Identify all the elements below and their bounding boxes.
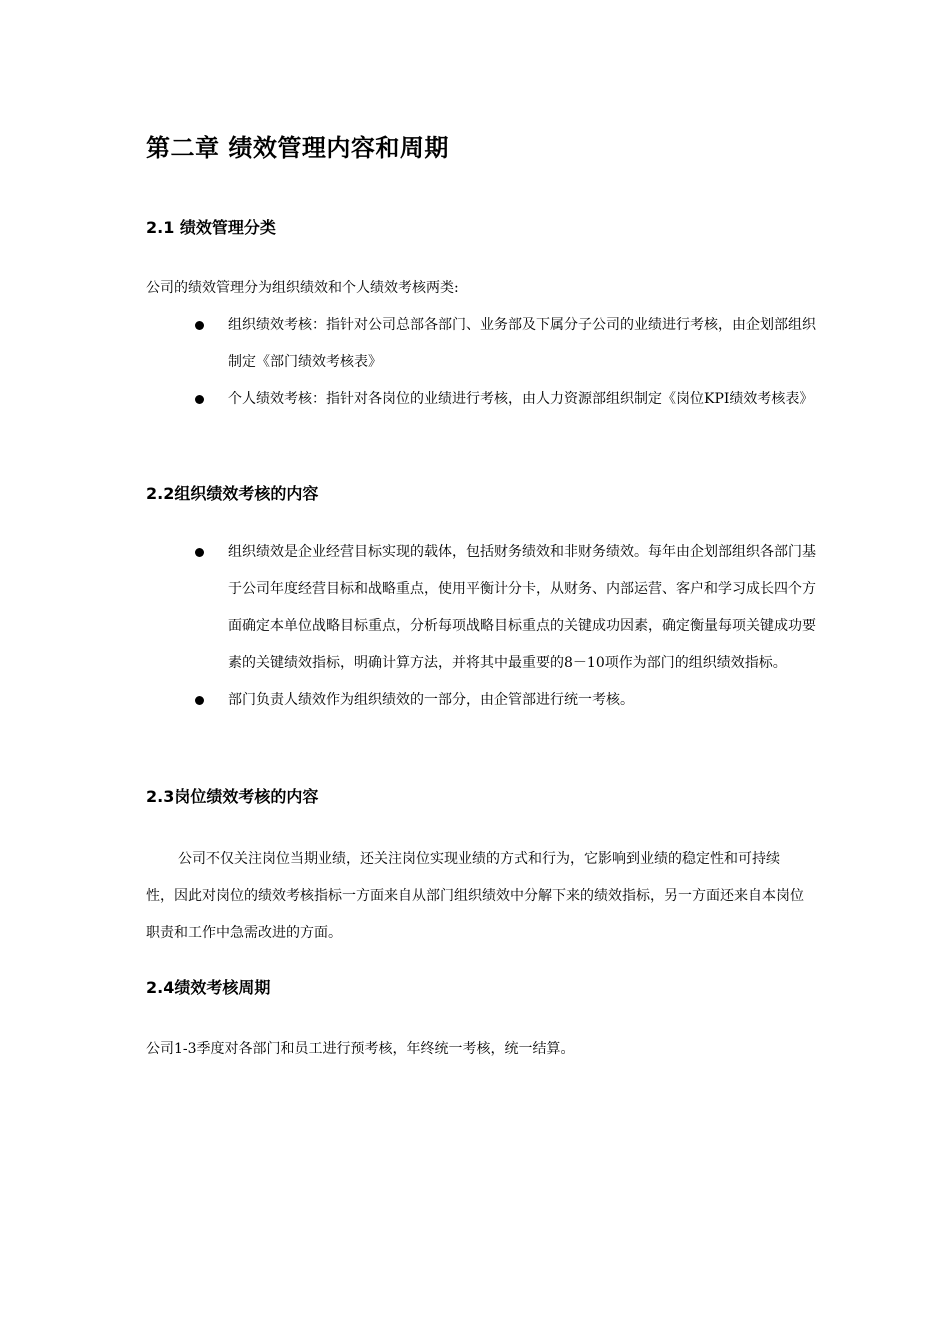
section-2-4-paragraph: 公司1-3季度对各部门和员工进行预考核，年终统一考核，统一结算。 <box>146 1041 575 1057</box>
bullet-icon <box>195 395 204 404</box>
list-item-text: 部门负责人绩效作为组织绩效的一部分，由企管部进行统一考核。 <box>228 692 634 708</box>
section-heading-2-2: 2.2组织绩效考核的内容 <box>146 484 319 503</box>
section-heading-2-3: 2.3岗位绩效考核的内容 <box>146 787 319 806</box>
list-item <box>146 682 822 719</box>
list-item <box>146 307 822 381</box>
bullet-icon <box>195 321 204 330</box>
section-2-1-intro: 公司的绩效管理分为组织绩效和个人绩效考核两类: <box>146 280 459 296</box>
bullet-icon <box>195 548 204 557</box>
list-item <box>146 534 822 682</box>
section-2-1-bullet-list <box>146 307 822 418</box>
section-2-2-bullet-list <box>146 534 822 719</box>
list-item-text: 组织绩效考核：指针对公司总部各部门、业务部及下属分子公司的业绩进行考核，由企划部组织制定《部门绩效考核表》 <box>228 317 816 370</box>
section-heading-2-4: 2.4绩效考核周期 <box>146 978 271 997</box>
bullet-icon <box>195 696 204 705</box>
section-heading-2-1: 2.1 绩效管理分类 <box>146 218 276 237</box>
list-item <box>146 381 822 418</box>
list-item-text: 个人绩效考核：指针对各岗位的业绩进行考核，由人力资源部组织制定《岗位KPI绩效考核表》 <box>228 391 814 407</box>
list-item-text: 组织绩效是企业经营目标实现的载体，包括财务绩效和非财务绩效。每年由企划部组织各部门基于公司年度经营目标和战略重点，使用平衡计分卡，从财务、内部运营、客户和学习成长四个方面确定本单位战略目标重点，分析每项战略目标重点的关键成功因素，确定衡量每项关键成功要素的关键绩效指标，明确计算方法，并将其中最重要的8－10项作为部门的组织绩效指标。 <box>228 544 816 671</box>
chapter-title: 第二章 绩效管理内容和周期 <box>146 134 449 162</box>
section-2-3-paragraph: 公司不仅关注岗位当期业绩，还关注岗位实现业绩的方式和行为，它影响到业绩的稳定性和可持续性，因此对岗位的绩效考核指标一方面来自从部门组织绩效中分解下来的绩效指标，另一方面还来自本岗位职责和工作中急需改进的方面。 <box>146 851 804 941</box>
